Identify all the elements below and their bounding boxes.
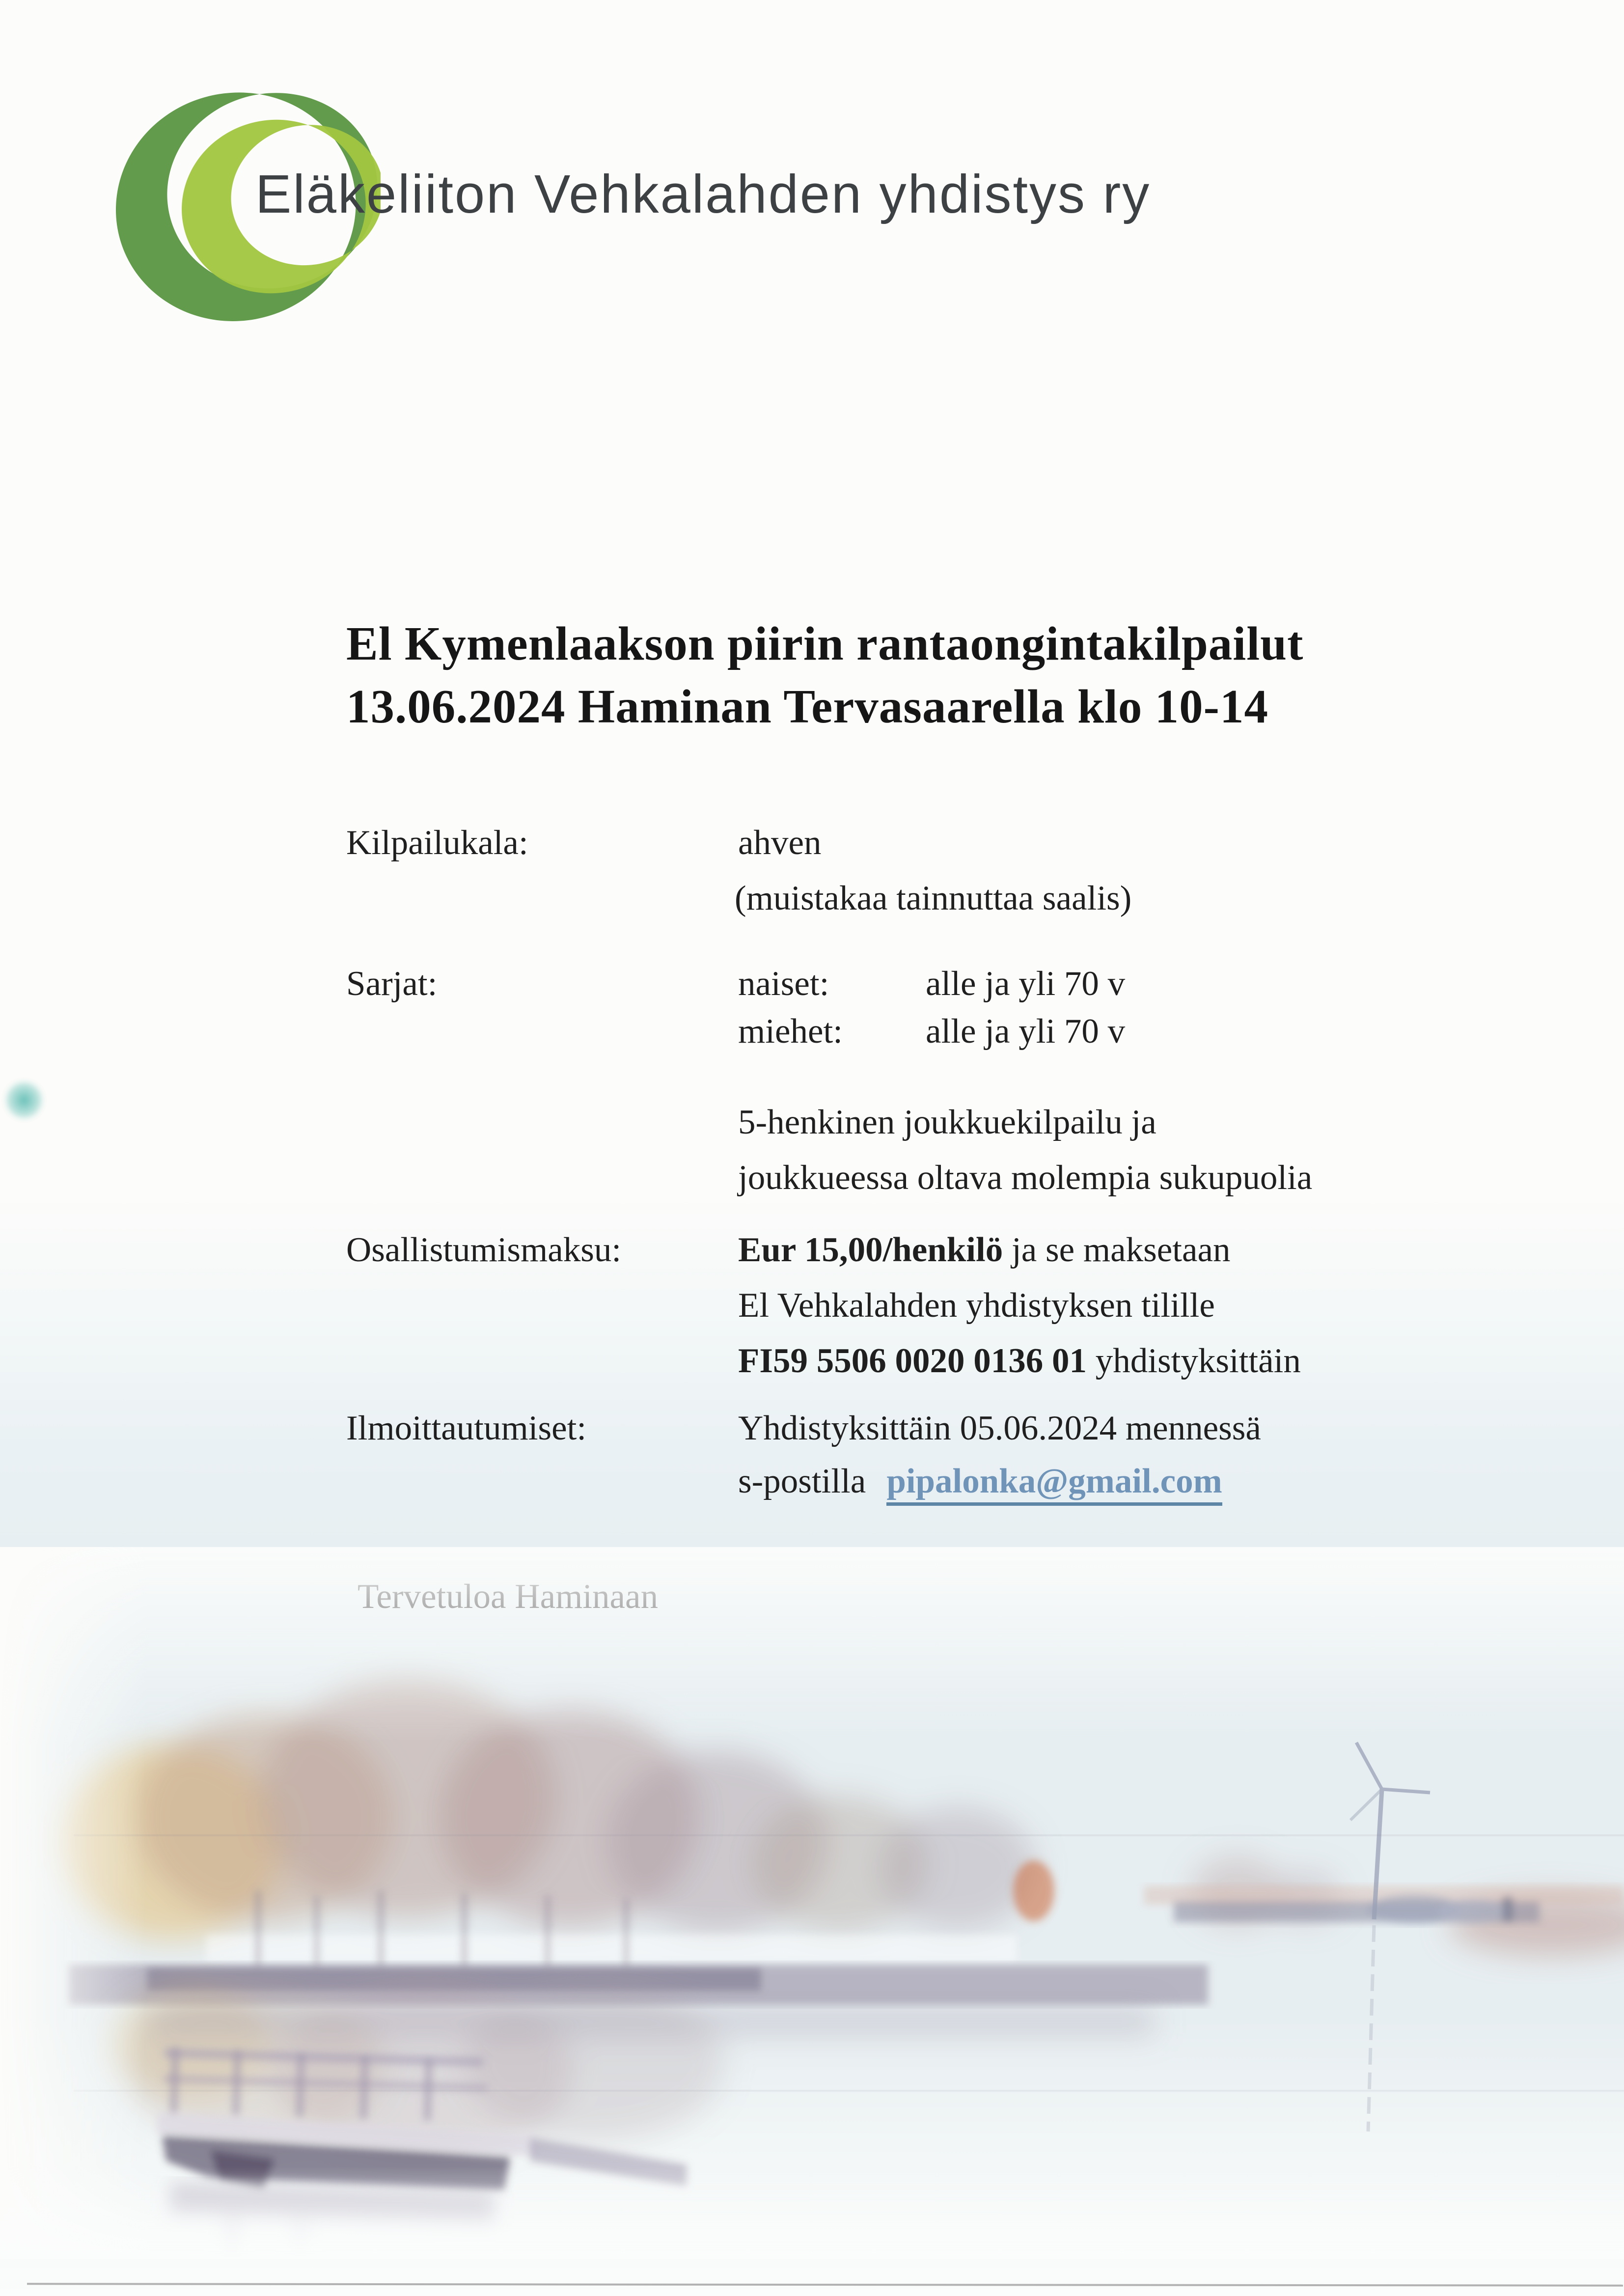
harbor-photo [0, 1547, 1624, 2259]
iban-line [738, 1344, 1301, 1379]
deadline-line: Yhdistyksittäin 05.06.2024 mennessä [738, 1409, 1261, 1447]
label-kilpailukala: Kilpailukala: [346, 824, 528, 862]
email-line [738, 1464, 1222, 1499]
email-link[interactable]: pipalonka@gmail.com [886, 1462, 1222, 1506]
org-name: Eläkeliiton Vehkalahden yhdistys ry [255, 164, 1151, 224]
team-note-line2: joukkueessa oltava molempia sukupuolia [738, 1159, 1313, 1197]
label-osallistumismaksu: Osallistumismaksu: [346, 1231, 622, 1269]
fee-rest: ja se maksetaan [1003, 1231, 1231, 1269]
sarjat-category-miehet: miehet: [738, 1012, 843, 1051]
sarjat-value-naiset: alle ja yli 70 v [926, 965, 1126, 1003]
harbor-photo-graphic [0, 1547, 1624, 2259]
scan-line-artifact [27, 2283, 1623, 2286]
sarjat-category-naiset: naiset: [738, 965, 829, 1003]
label-ilmoittautumiset: Ilmoittautumiset: [346, 1409, 587, 1447]
note-kilpailukala: (muistakaa tainnuttaa saalis) [735, 879, 1132, 917]
event-title-line1: El Kymenlaakson piirin rantaongintakilpailut [346, 617, 1304, 670]
scan-smudge-artifact [0, 1073, 51, 1127]
team-note-line1: 5-henkinen joukkuekilpailu ja [738, 1103, 1156, 1141]
event-title-line2: 13.06.2024 Haminan Tervasaarella klo 10-14 [346, 680, 1268, 733]
iban-number: FI59 5506 0020 0136 01 [738, 1342, 1087, 1380]
value-kilpailukala: ahven [738, 824, 822, 862]
account-line: El Vehkalahden yhdistyksen tilille [738, 1286, 1215, 1325]
label-sarjat: Sarjat: [346, 965, 438, 1003]
email-prefix: s-postilla [738, 1462, 866, 1500]
fee-amount: Eur 15,00/henkilö [738, 1231, 1003, 1269]
iban-rest: yhdistyksittäin [1087, 1342, 1301, 1380]
fee-line [738, 1233, 1231, 1268]
sarjat-value-miehet: alle ja yli 70 v [926, 1012, 1126, 1051]
